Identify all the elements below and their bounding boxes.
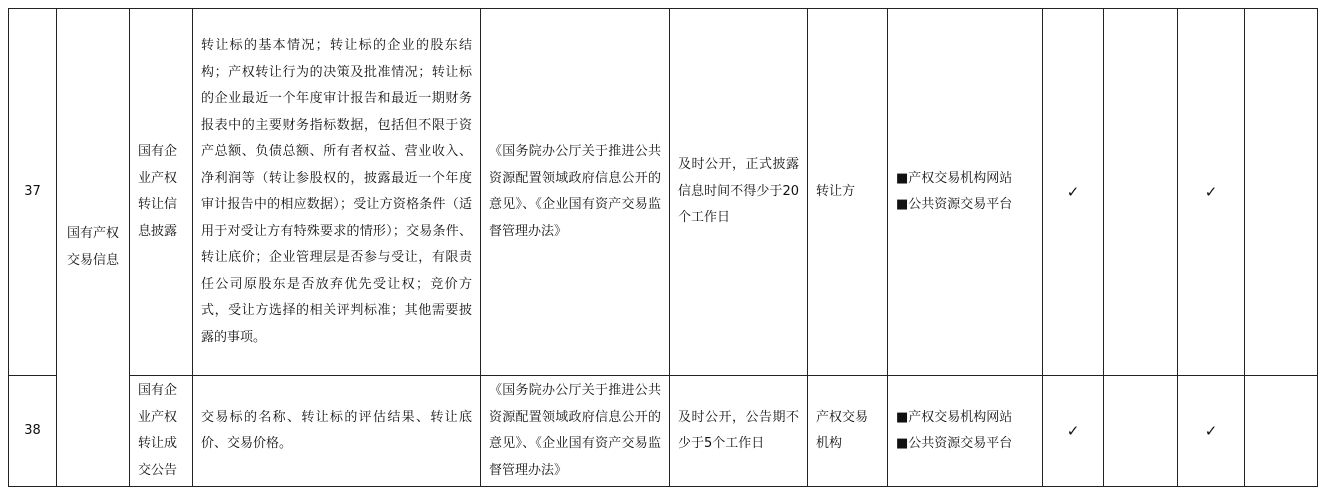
channels-cell — [888, 9, 1043, 376]
channels-cell — [888, 376, 1043, 487]
check-mark-cell: ✓ — [1178, 9, 1245, 376]
table-row — [9, 9, 1318, 376]
disclosure-content-cell: 交易标的名称、转让标的评估结果、转让底价、交易价格。 — [193, 376, 481, 487]
table-row — [9, 376, 1318, 487]
check-mark-cell — [1245, 9, 1318, 376]
check-mark-cell — [1104, 9, 1178, 376]
time-limit-cell: 及时公开，正式披露信息时间不得少于20个工作日 — [670, 9, 808, 376]
disclosure-table — [8, 8, 1318, 487]
item-name-cell: 国有企业产权转让信息披露 — [130, 9, 193, 376]
check-mark-cell: ✓ — [1043, 376, 1104, 487]
disclosing-party-cell: 转让方 — [808, 9, 888, 376]
legal-basis-cell: 《国务院办公厅关于推进公共资源配置领域政府信息公开的意见》、《企业国有资产交易监督管理办法》 — [481, 376, 670, 487]
channel-item: ■产权交易机构网站 — [896, 170, 1013, 186]
check-mark-cell: ✓ — [1043, 9, 1104, 376]
check-mark-cell: ✓ — [1178, 376, 1245, 487]
channel-item: ■产权交易机构网站 — [896, 409, 1013, 425]
row-number: 37 — [9, 9, 57, 376]
legal-basis-cell: 《国务院办公厅关于推进公共资源配置领域政府信息公开的意见》、《企业国有资产交易监督管理办法》 — [481, 9, 670, 376]
channel-item: ■公共资源交易平台 — [896, 197, 1013, 212]
check-mark-cell — [1245, 376, 1318, 487]
time-limit-cell: 及时公开，公告期不少于5个工作日 — [670, 376, 808, 487]
disclosure-content-cell: 转让标的基本情况；转让标的企业的股东结构；产权转让行为的决策及批准情况；转让标的企业最近一个年度审计报告和最近一期财务报表中的主要财务指标数据，包括但不限于资产总额、负债总额、所有者权益、营业收入、净利润等（转让参股权的，披露最近一个年度审计报告中的相应数据）；受让方资格条件（适用于对受让方有特殊要求的情形）；交易条件、转让底价；企业管理层是否参与受让，有限责任公司原股东是否放弃优先受让权；竞价方式，受让方选择的相关评判标准；其他需要披露的事项。 — [193, 9, 481, 376]
row-number: 38 — [9, 376, 57, 487]
check-mark-cell — [1104, 376, 1178, 487]
channel-item: ■公共资源交易平台 — [896, 436, 1013, 451]
item-name-cell: 国有企业产权转让成交公告 — [130, 376, 193, 487]
category-cell: 国有产权交易信息 — [57, 9, 130, 487]
disclosing-party-cell: 产权交易机构 — [808, 376, 888, 487]
